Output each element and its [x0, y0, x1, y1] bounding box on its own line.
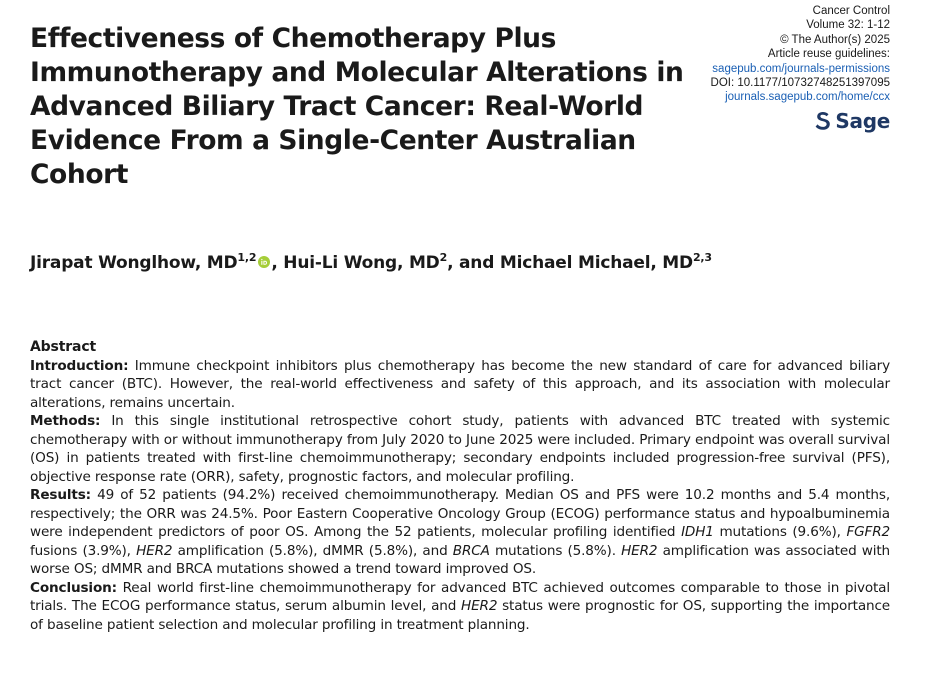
author-name: Jirapat Wonglhow, MD	[30, 253, 238, 273]
section-text: amplification was associated with worse OS; dMMR and BRCA mutations showed a trend toward improved OS.	[30, 542, 891, 577]
author-affiliation: 1,2	[237, 251, 257, 264]
section-text: mutations (9.6%),	[713, 524, 847, 540]
section-text: Real world first-line chemoimmunotherapy for advanced BTC achieved outcomes comparable to those in pivotal trials. The ECOG performance status, serum albumin level, and	[30, 579, 890, 614]
abstract-section	[30, 338, 890, 634]
copyright-notice: © The Author(s) 2025	[780, 33, 890, 46]
gene-name: IDH1	[681, 524, 714, 540]
section-label: Introduction:	[30, 357, 129, 374]
doi-text: DOI: 10.1177/10732748251397095	[710, 77, 890, 90]
gene-name: HER2	[136, 542, 173, 559]
article-title	[30, 22, 710, 192]
abstract-heading: Abstract	[30, 339, 97, 355]
gene-name: FGFR2	[846, 524, 890, 540]
journal-home-link[interactable]: journals.sagepub.com/home/ccx	[725, 91, 890, 104]
orcid-icon[interactable]	[258, 256, 270, 268]
author-affiliation: 2,3	[692, 251, 712, 264]
author-separator: , and	[447, 253, 500, 273]
publisher-name: Sage	[835, 108, 890, 133]
publisher-logo	[711, 110, 890, 132]
author-separator: ,	[271, 253, 278, 273]
permissions-link[interactable]: sagepub.com/journals-permissions	[712, 62, 890, 75]
title-line: Evidence From a Single-Center Australian	[30, 125, 636, 156]
section-text: mutations (5.8%).	[489, 542, 622, 559]
abstract-methods	[30, 412, 890, 486]
title-line: Advanced Biliary Tract Cancer: Real-World	[30, 91, 644, 122]
section-text: In this single institutional retrospective cohort study, patients with advanced BTC treated with systemic chemotherapy with or without immunotherapy from July 2020 to June 2025 were included. Primary endpoint was overall survival (OS) in patients treated with first-line chemoimmunotherapy; secondary endpoints included progression-free survival (PFS), objective response rate (ORR), safety, prognostic factors, and molecular profiling.	[30, 413, 891, 485]
section-text: Immune checkpoint inhibitors plus chemotherapy has become the new standard of care for advanced biliary tract cancer (BTC). However, the real-world effectiveness and safety of this approach, and its association with molecular alterations, remains uncertain.	[30, 357, 890, 411]
section-text: fusions (3.9%),	[30, 542, 137, 559]
abstract-results	[30, 486, 890, 579]
journal-volume: Volume 32: 1-12	[806, 19, 890, 32]
gene-name: BRCA	[452, 542, 490, 559]
journal-info-block	[711, 4, 890, 132]
author-affiliation: 2	[439, 251, 448, 264]
journal-name: Cancer Control	[812, 5, 890, 17]
abstract-conclusion	[30, 579, 890, 635]
sage-logo-icon	[814, 110, 832, 132]
author-name: Michael Michael, MD	[499, 253, 693, 273]
author-list	[30, 251, 712, 273]
gene-name: HER2	[461, 598, 498, 614]
title-line: Immunotherapy and Molecular Alterations in	[30, 57, 684, 88]
section-text: amplification (5.8%), dMMR (5.8%), and	[172, 542, 453, 559]
section-label: Conclusion:	[30, 579, 117, 596]
gene-name: HER2	[621, 542, 658, 559]
author-name: Hui-Li Wong, MD	[283, 253, 440, 273]
title-line: Cohort	[30, 159, 129, 190]
abstract-introduction	[30, 357, 890, 413]
section-text: 49 of 52 patients (94.2%) received chemoimmunotherapy. Median OS and PFS were 10.2 months and 5.4 months, respectively; the ORR was 24.5%. Poor Eastern Cooperative Oncology Group (ECOG) performance status and hypoalbuminemia were independent predictors of poor OS. Among the 52 patients, molecular profiling identified	[30, 487, 890, 540]
title-line: Effectiveness of Chemotherapy Plus	[30, 23, 556, 54]
section-label: Methods:	[30, 413, 101, 429]
section-label: Results:	[30, 487, 91, 503]
reuse-guidelines-label: Article reuse guidelines:	[767, 48, 890, 61]
section-text: status were prognostic for OS, supporting the importance of baseline patient selection and molecular profiling in treatment planning.	[30, 598, 891, 633]
